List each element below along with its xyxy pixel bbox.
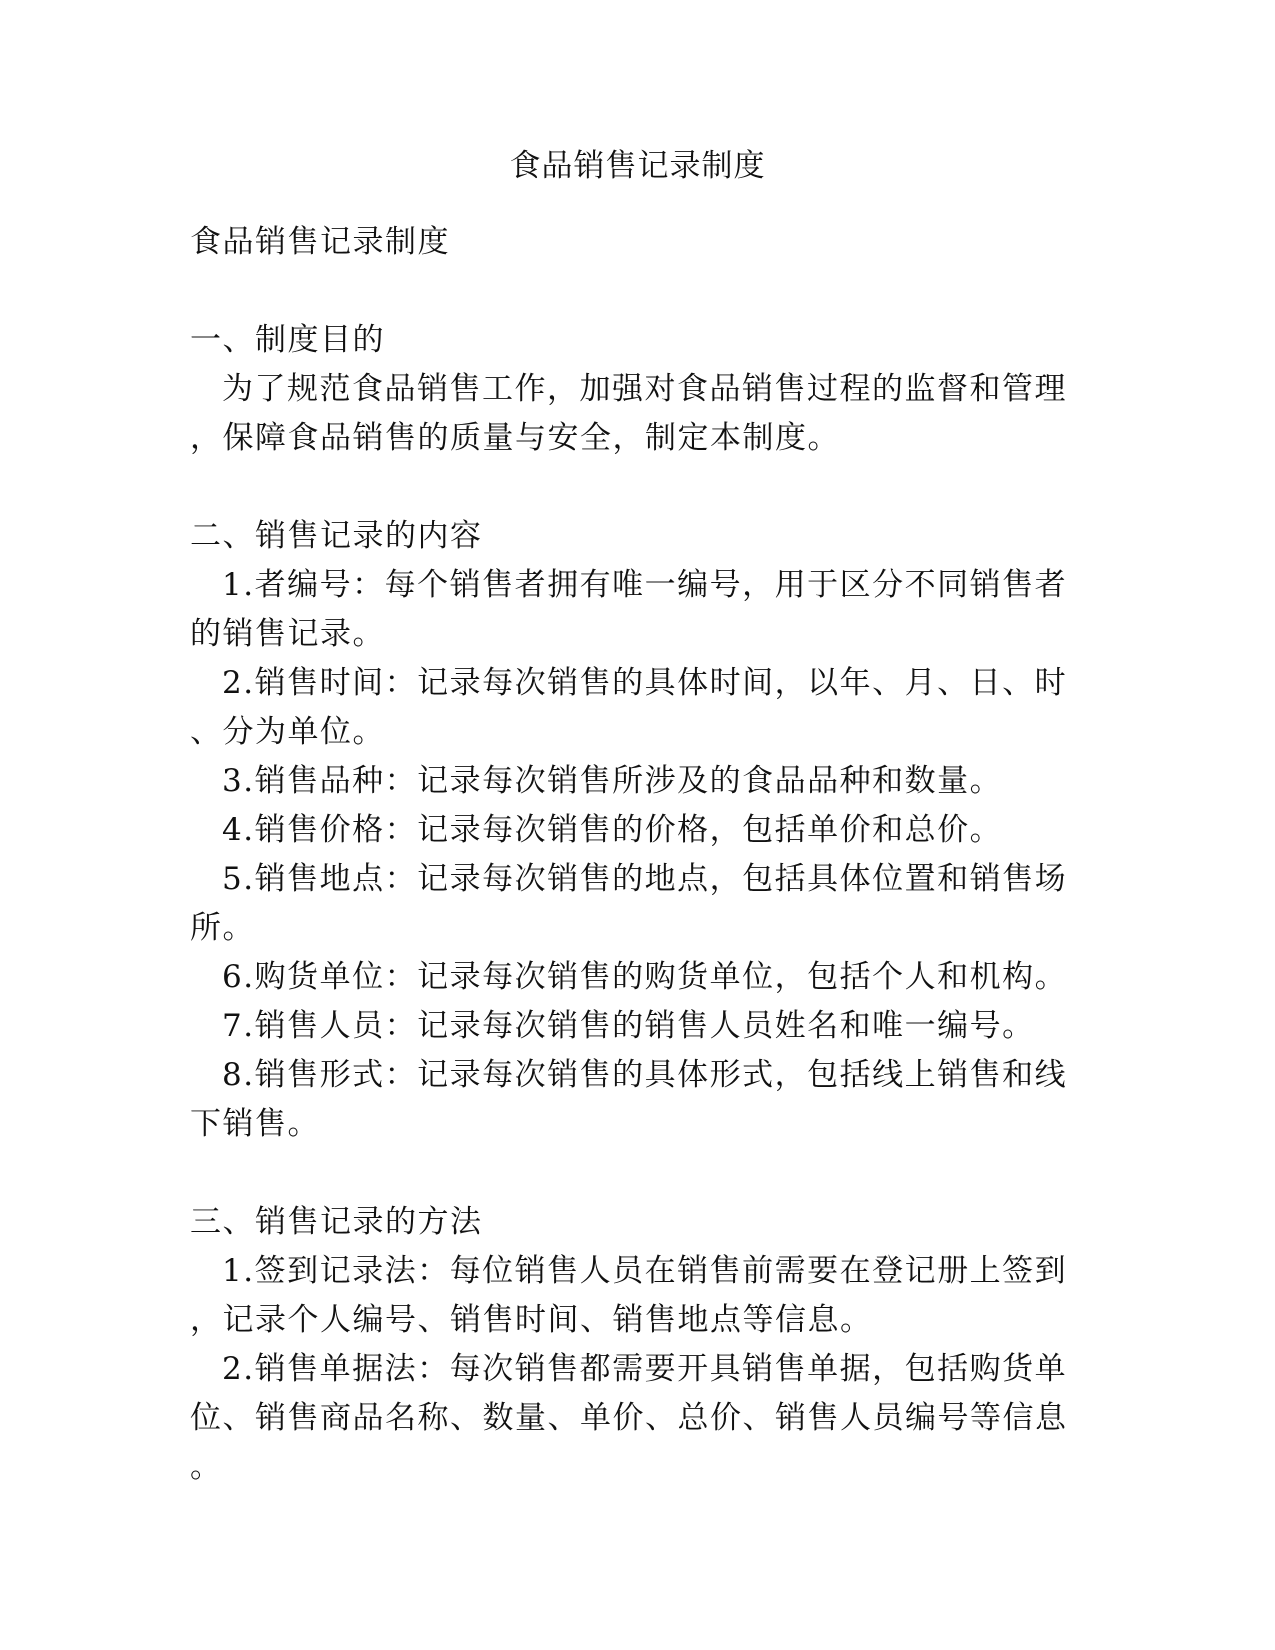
document-title: 食品销售记录制度 xyxy=(509,148,766,184)
section-1-heading: 一、制度目的 xyxy=(190,322,385,358)
section-2-item-1: 1.者编号：每个销售者拥有唯一编号，用于区分不同销售者 xyxy=(222,567,1068,603)
document-body xyxy=(190,218,1090,1492)
section-2-item-8: 8.销售形式：记录每次销售的具体形式，包括线上销售和线 xyxy=(222,1057,1068,1093)
section-2-item-1-cont: 的销售记录。 xyxy=(190,616,385,652)
section-2-heading: 二、销售记录的内容 xyxy=(190,518,483,554)
section-2-item-4: 4.销售价格：记录每次销售的价格，包括单价和总价。 xyxy=(222,812,1003,848)
section-2-item-7: 7.销售人员：记录每次销售的销售人员姓名和唯一编号。 xyxy=(222,1008,1035,1044)
spacer xyxy=(190,463,1090,512)
section-2-item-2-cont: 、分为单位。 xyxy=(190,714,385,750)
spacer xyxy=(190,267,1090,316)
section-3-item-2-cont: 位、销售商品名称、数量、单价、总价、销售人员编号等信息 xyxy=(190,1400,1068,1436)
section-2-item-5: 5.销售地点：记录每次销售的地点，包括具体位置和销售场 xyxy=(222,861,1068,897)
section-3-item-2-end: 。 xyxy=(190,1449,223,1485)
section-2-item-6: 6.购货单位：记录每次销售的购货单位，包括个人和机构。 xyxy=(222,959,1068,995)
section-1-line: 为了规范食品销售工作，加强对食品销售过程的监督和管理 xyxy=(222,371,1067,407)
section-3-item-2: 2.销售单据法：每次销售都需要开具销售单据，包括购货单 xyxy=(222,1351,1068,1387)
section-3-item-1-cont: ，记录个人编号、销售时间、销售地点等信息。 xyxy=(190,1302,873,1338)
section-2-item-2: 2.销售时间：记录每次销售的具体时间，以年、月、日、时 xyxy=(222,665,1068,701)
document-heading: 食品销售记录制度 xyxy=(190,224,450,260)
section-2-item-3: 3.销售品种：记录每次销售所涉及的食品品种和数量。 xyxy=(222,763,1003,799)
section-3-item-1: 1.签到记录法：每位销售人员在销售前需要在登记册上签到 xyxy=(222,1253,1068,1289)
section-1-line: ，保障食品销售的质量与安全，制定本制度。 xyxy=(190,420,840,456)
section-2-item-5-cont: 所。 xyxy=(190,910,255,946)
section-3-heading: 三、销售记录的方法 xyxy=(190,1204,483,1240)
spacer xyxy=(190,1149,1090,1198)
section-2-item-8-cont: 下销售。 xyxy=(190,1106,320,1142)
